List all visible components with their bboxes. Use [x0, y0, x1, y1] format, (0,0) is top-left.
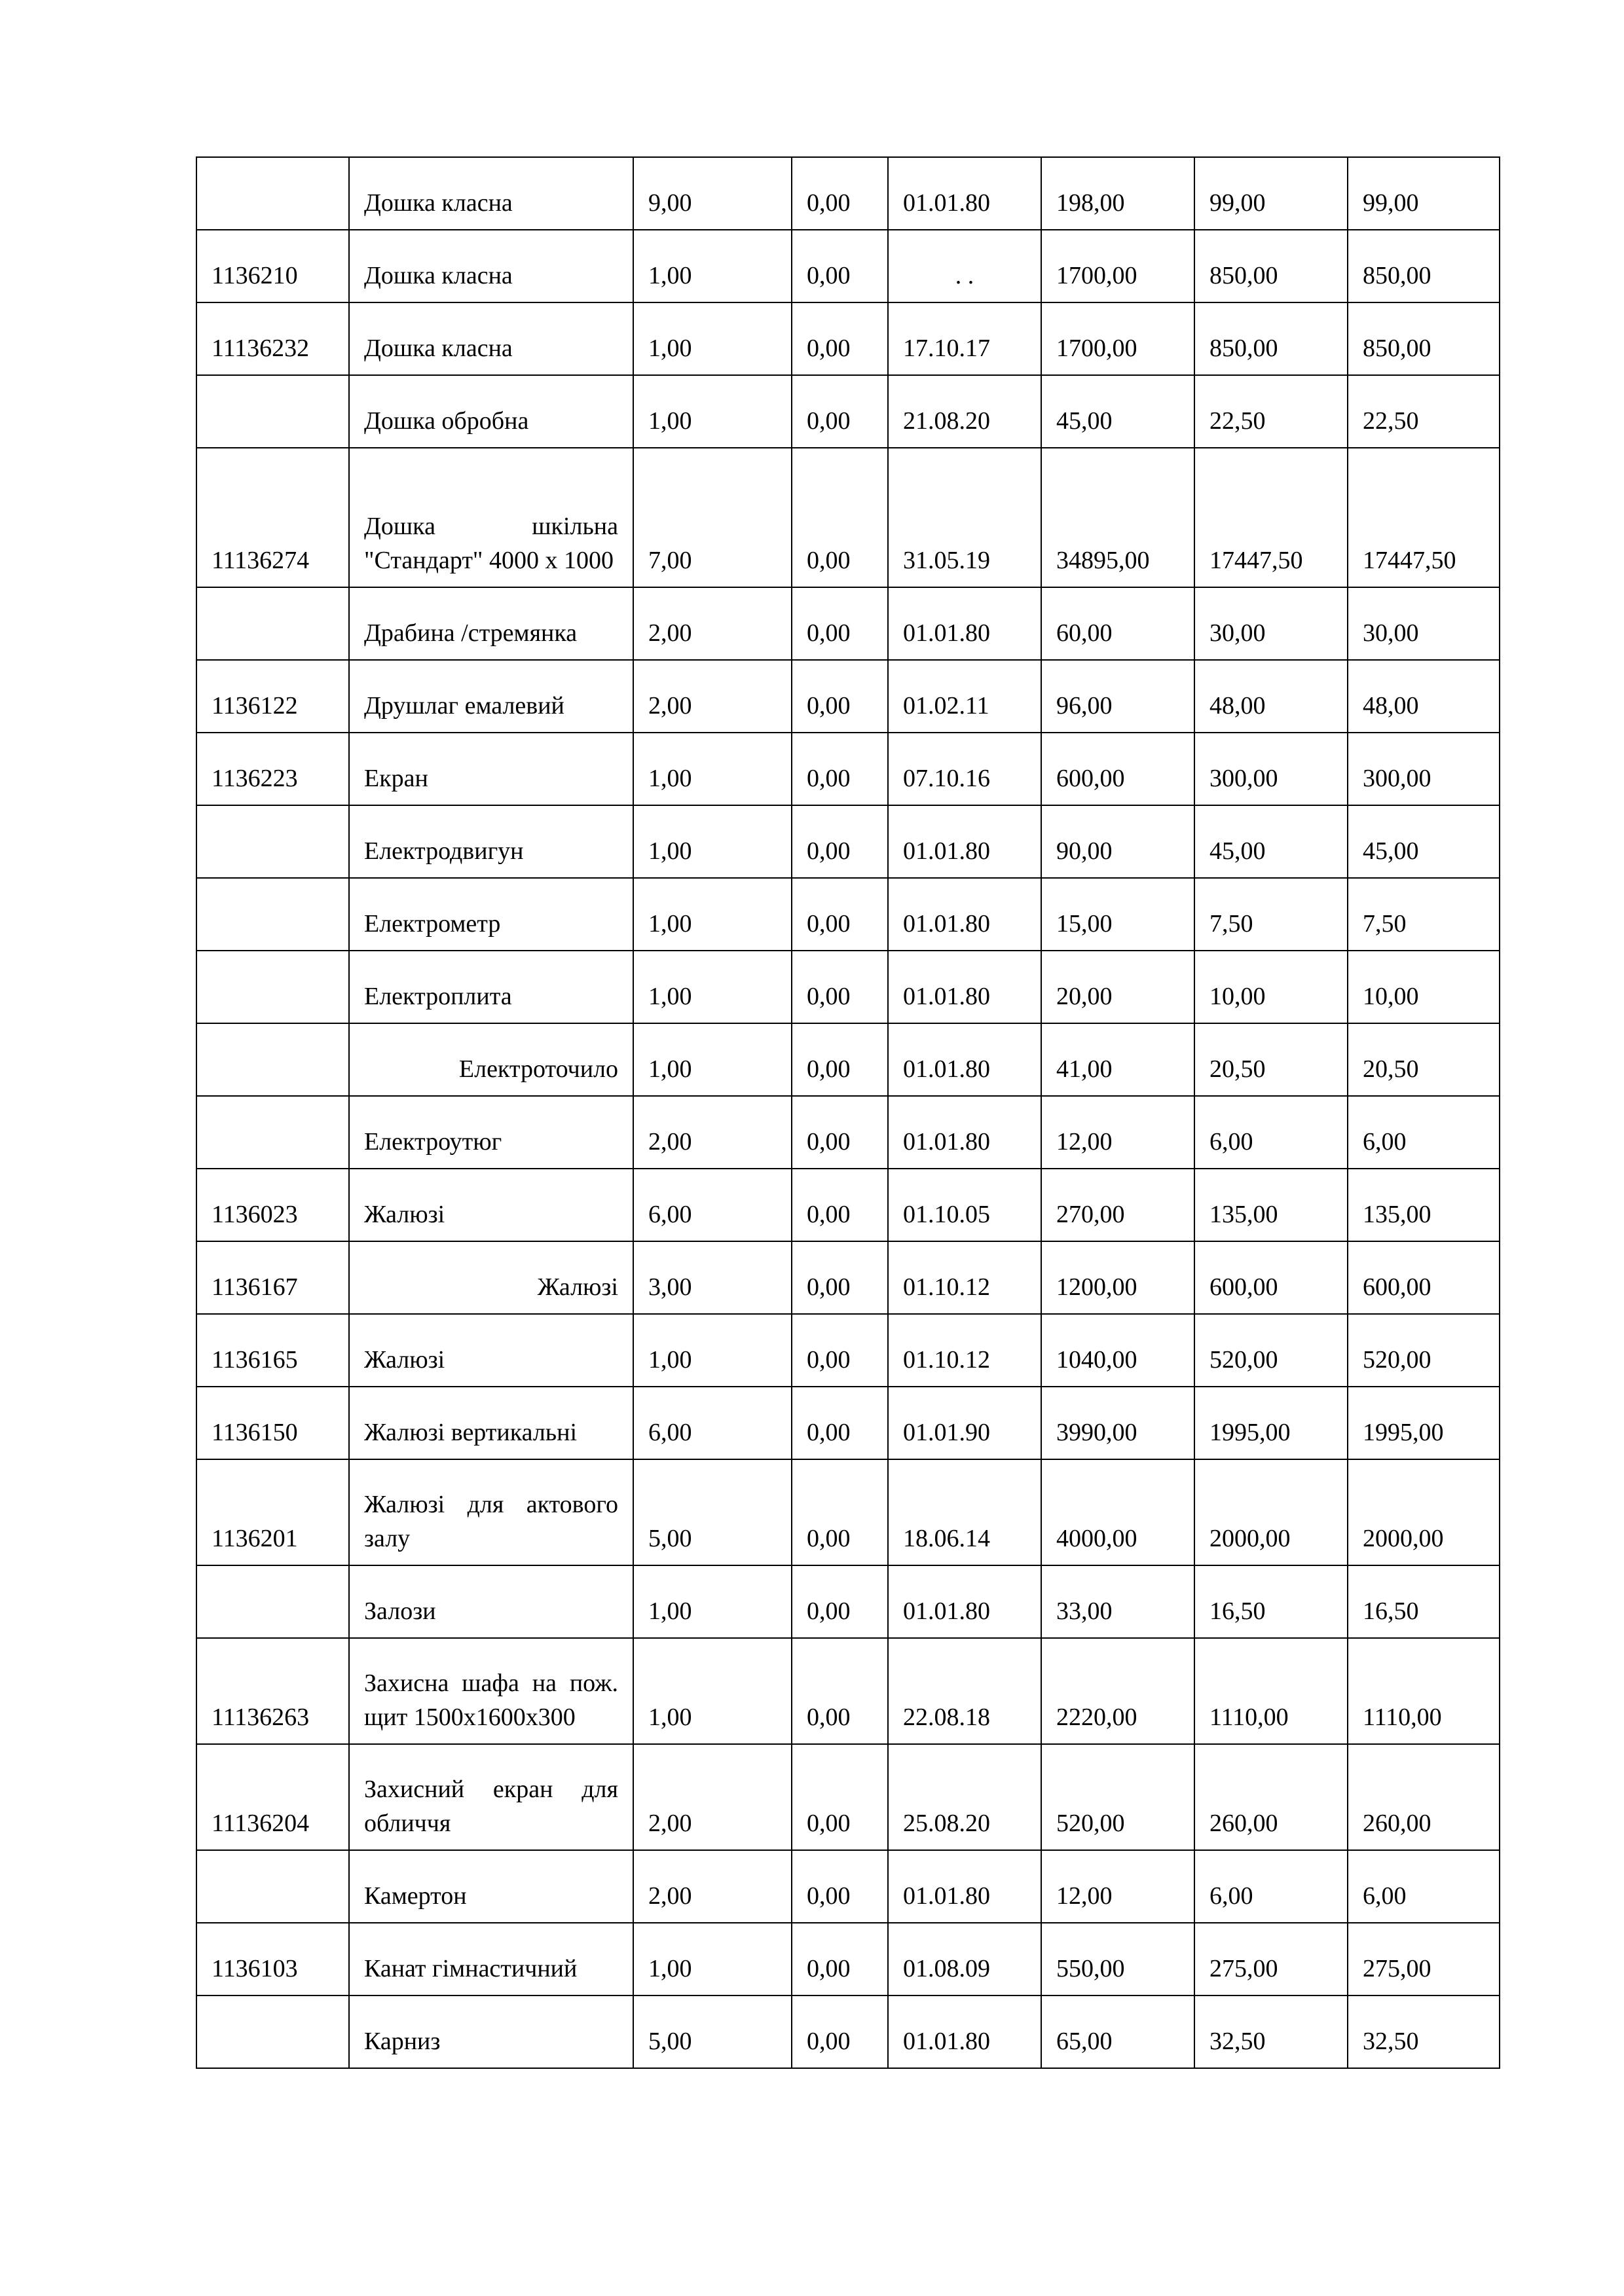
value-zero-cell: 0,00: [792, 1096, 888, 1169]
inventory-table: [196, 156, 1500, 2069]
inventory-code-cell: [196, 805, 349, 878]
value-zero-cell: 0,00: [792, 1638, 888, 1744]
acquisition-date-cell: 31.05.19: [888, 448, 1041, 587]
total-amount-cell: 34895,00: [1041, 448, 1194, 587]
inventory-code-cell: 1136122: [196, 660, 349, 733]
total-amount-cell: 550,00: [1041, 1923, 1194, 1995]
item-name-cell: Жалюзі: [349, 1314, 633, 1387]
acquisition-date-cell: 01.01.80: [888, 805, 1041, 878]
inventory-code-cell: 1136023: [196, 1169, 349, 1241]
value-zero-cell: 0,00: [792, 660, 888, 733]
value-zero-cell: 0,00: [792, 951, 888, 1023]
value-zero-cell: 0,00: [792, 302, 888, 375]
inventory-code-cell: [196, 1565, 349, 1638]
quantity-cell: 2,00: [633, 1850, 792, 1923]
acquisition-date-cell: 01.10.12: [888, 1241, 1041, 1314]
item-name-cell: Дошка обробна: [349, 375, 633, 448]
item-name-cell: Жалюзі: [349, 1241, 633, 1314]
wear-amount-cell: 16,50: [1194, 1565, 1348, 1638]
quantity-cell: 1,00: [633, 733, 792, 805]
wear-amount-cell: 135,00: [1194, 1169, 1348, 1241]
quantity-cell: 1,00: [633, 1923, 792, 1995]
wear-amount-cell: 20,50: [1194, 1023, 1348, 1096]
inventory-code-cell: [196, 1995, 349, 2068]
inventory-code-cell: [196, 587, 349, 660]
value-zero-cell: 0,00: [792, 230, 888, 302]
table-row: [196, 733, 1500, 805]
item-name-cell: Захисний екран для обличчя: [349, 1744, 633, 1850]
acquisition-date-cell: 01.01.80: [888, 1995, 1041, 2068]
residual-amount-cell: 520,00: [1348, 1314, 1500, 1387]
total-amount-cell: 1700,00: [1041, 230, 1194, 302]
item-name-cell: Друшлаг емалевий: [349, 660, 633, 733]
quantity-cell: 1,00: [633, 805, 792, 878]
value-zero-cell: 0,00: [792, 1459, 888, 1565]
acquisition-date-cell: 01.10.05: [888, 1169, 1041, 1241]
total-amount-cell: 41,00: [1041, 1023, 1194, 1096]
acquisition-date-cell: 01.01.80: [888, 1096, 1041, 1169]
inventory-code-cell: 1136167: [196, 1241, 349, 1314]
residual-amount-cell: 48,00: [1348, 660, 1500, 733]
total-amount-cell: 60,00: [1041, 587, 1194, 660]
total-amount-cell: 198,00: [1041, 157, 1194, 230]
item-name-cell: Дошка класна: [349, 302, 633, 375]
table-row: [196, 375, 1500, 448]
value-zero-cell: 0,00: [792, 157, 888, 230]
total-amount-cell: 12,00: [1041, 1096, 1194, 1169]
inventory-code-cell: 11136263: [196, 1638, 349, 1744]
quantity-cell: 1,00: [633, 1314, 792, 1387]
table-row: [196, 878, 1500, 951]
table-row: [196, 230, 1500, 302]
wear-amount-cell: 520,00: [1194, 1314, 1348, 1387]
residual-amount-cell: 260,00: [1348, 1744, 1500, 1850]
total-amount-cell: 1700,00: [1041, 302, 1194, 375]
residual-amount-cell: 6,00: [1348, 1096, 1500, 1169]
total-amount-cell: 15,00: [1041, 878, 1194, 951]
table-row: [196, 448, 1500, 587]
quantity-cell: 5,00: [633, 1459, 792, 1565]
value-zero-cell: 0,00: [792, 1850, 888, 1923]
residual-amount-cell: 99,00: [1348, 157, 1500, 230]
table-row: [196, 951, 1500, 1023]
residual-amount-cell: 30,00: [1348, 587, 1500, 660]
inventory-code-cell: [196, 375, 349, 448]
wear-amount-cell: 850,00: [1194, 230, 1348, 302]
item-name-cell: Електроточило: [349, 1023, 633, 1096]
item-name-cell: Жалюзі для актового залу: [349, 1459, 633, 1565]
table-row: [196, 1995, 1500, 2068]
item-name-cell: Драбина /стремянка: [349, 587, 633, 660]
total-amount-cell: 520,00: [1041, 1744, 1194, 1850]
acquisition-date-cell: 22.08.18: [888, 1638, 1041, 1744]
item-name-cell: Залози: [349, 1565, 633, 1638]
wear-amount-cell: 1995,00: [1194, 1387, 1348, 1459]
residual-amount-cell: 45,00: [1348, 805, 1500, 878]
wear-amount-cell: 850,00: [1194, 302, 1348, 375]
value-zero-cell: 0,00: [792, 1995, 888, 2068]
inventory-code-cell: 11136274: [196, 448, 349, 587]
table-row: [196, 1387, 1500, 1459]
residual-amount-cell: 1995,00: [1348, 1387, 1500, 1459]
residual-amount-cell: 16,50: [1348, 1565, 1500, 1638]
quantity-cell: 6,00: [633, 1387, 792, 1459]
total-amount-cell: 33,00: [1041, 1565, 1194, 1638]
acquisition-date-cell: 01.01.80: [888, 587, 1041, 660]
residual-amount-cell: 7,50: [1348, 878, 1500, 951]
value-zero-cell: 0,00: [792, 448, 888, 587]
acquisition-date-cell: 07.10.16: [888, 733, 1041, 805]
residual-amount-cell: 850,00: [1348, 302, 1500, 375]
inventory-code-cell: [196, 1023, 349, 1096]
residual-amount-cell: 2000,00: [1348, 1459, 1500, 1565]
quantity-cell: 1,00: [633, 951, 792, 1023]
quantity-cell: 1,00: [633, 302, 792, 375]
quantity-cell: 1,00: [633, 1565, 792, 1638]
residual-amount-cell: 10,00: [1348, 951, 1500, 1023]
residual-amount-cell: 275,00: [1348, 1923, 1500, 1995]
inventory-code-cell: 1136103: [196, 1923, 349, 1995]
total-amount-cell: 1200,00: [1041, 1241, 1194, 1314]
table-row: [196, 157, 1500, 230]
item-name-cell: Екран: [349, 733, 633, 805]
table-row: [196, 1744, 1500, 1850]
residual-amount-cell: 1110,00: [1348, 1638, 1500, 1744]
value-zero-cell: 0,00: [792, 805, 888, 878]
wear-amount-cell: 1110,00: [1194, 1638, 1348, 1744]
residual-amount-cell: 20,50: [1348, 1023, 1500, 1096]
wear-amount-cell: 7,50: [1194, 878, 1348, 951]
inventory-code-cell: [196, 878, 349, 951]
total-amount-cell: 65,00: [1041, 1995, 1194, 2068]
quantity-cell: 2,00: [633, 1096, 792, 1169]
acquisition-date-cell: 01.10.12: [888, 1314, 1041, 1387]
wear-amount-cell: 22,50: [1194, 375, 1348, 448]
quantity-cell: 1,00: [633, 1023, 792, 1096]
item-name-cell: Жалюзі: [349, 1169, 633, 1241]
value-zero-cell: 0,00: [792, 1565, 888, 1638]
total-amount-cell: 12,00: [1041, 1850, 1194, 1923]
wear-amount-cell: 45,00: [1194, 805, 1348, 878]
acquisition-date-cell: 01.01.80: [888, 951, 1041, 1023]
inventory-code-cell: 1136165: [196, 1314, 349, 1387]
acquisition-date-cell: 01.01.80: [888, 1850, 1041, 1923]
item-name-cell: Електрометр: [349, 878, 633, 951]
value-zero-cell: 0,00: [792, 1314, 888, 1387]
item-name-cell: Дошка класна: [349, 157, 633, 230]
wear-amount-cell: 17447,50: [1194, 448, 1348, 587]
value-zero-cell: 0,00: [792, 1744, 888, 1850]
total-amount-cell: 90,00: [1041, 805, 1194, 878]
wear-amount-cell: 2000,00: [1194, 1459, 1348, 1565]
acquisition-date-cell: 01.08.09: [888, 1923, 1041, 1995]
quantity-cell: 2,00: [633, 587, 792, 660]
value-zero-cell: 0,00: [792, 587, 888, 660]
table-row: [196, 1241, 1500, 1314]
table-row: [196, 1096, 1500, 1169]
value-zero-cell: 0,00: [792, 375, 888, 448]
residual-amount-cell: 32,50: [1348, 1995, 1500, 2068]
inventory-code-cell: [196, 1850, 349, 1923]
table-row: [196, 1850, 1500, 1923]
residual-amount-cell: 850,00: [1348, 230, 1500, 302]
value-zero-cell: 0,00: [792, 1241, 888, 1314]
inventory-code-cell: 11136232: [196, 302, 349, 375]
residual-amount-cell: 300,00: [1348, 733, 1500, 805]
table-row: [196, 1023, 1500, 1096]
residual-amount-cell: 22,50: [1348, 375, 1500, 448]
quantity-cell: 3,00: [633, 1241, 792, 1314]
item-name-cell: Камертон: [349, 1850, 633, 1923]
quantity-cell: 9,00: [633, 157, 792, 230]
quantity-cell: 2,00: [633, 660, 792, 733]
residual-amount-cell: 6,00: [1348, 1850, 1500, 1923]
acquisition-date-cell: 18.06.14: [888, 1459, 1041, 1565]
wear-amount-cell: 48,00: [1194, 660, 1348, 733]
wear-amount-cell: 260,00: [1194, 1744, 1348, 1850]
total-amount-cell: 4000,00: [1041, 1459, 1194, 1565]
acquisition-date-cell: 01.01.90: [888, 1387, 1041, 1459]
item-name-cell: Жалюзі вертикальні: [349, 1387, 633, 1459]
wear-amount-cell: 32,50: [1194, 1995, 1348, 2068]
wear-amount-cell: 6,00: [1194, 1096, 1348, 1169]
table-body: [196, 157, 1500, 2068]
table-row: [196, 1565, 1500, 1638]
table-row: [196, 660, 1500, 733]
acquisition-date-cell: 01.01.80: [888, 878, 1041, 951]
quantity-cell: 1,00: [633, 1638, 792, 1744]
table-row: [196, 302, 1500, 375]
total-amount-cell: 2220,00: [1041, 1638, 1194, 1744]
value-zero-cell: 0,00: [792, 1387, 888, 1459]
table-row: [196, 1459, 1500, 1565]
total-amount-cell: 96,00: [1041, 660, 1194, 733]
item-name-cell: Електроплита: [349, 951, 633, 1023]
wear-amount-cell: 300,00: [1194, 733, 1348, 805]
total-amount-cell: 20,00: [1041, 951, 1194, 1023]
item-name-cell: Електроутюг: [349, 1096, 633, 1169]
total-amount-cell: 3990,00: [1041, 1387, 1194, 1459]
value-zero-cell: 0,00: [792, 1023, 888, 1096]
table-row: [196, 1923, 1500, 1995]
inventory-code-cell: [196, 1096, 349, 1169]
acquisition-date-cell: 01.01.80: [888, 1023, 1041, 1096]
wear-amount-cell: 275,00: [1194, 1923, 1348, 1995]
acquisition-date-cell: 01.01.80: [888, 157, 1041, 230]
acquisition-date-cell: 17.10.17: [888, 302, 1041, 375]
quantity-cell: 6,00: [633, 1169, 792, 1241]
table-row: [196, 1638, 1500, 1744]
quantity-cell: 7,00: [633, 448, 792, 587]
table-row: [196, 805, 1500, 878]
total-amount-cell: 270,00: [1041, 1169, 1194, 1241]
inventory-code-cell: 1136150: [196, 1387, 349, 1459]
inventory-code-cell: 1136201: [196, 1459, 349, 1565]
table-row: [196, 1169, 1500, 1241]
inventory-code-cell: [196, 951, 349, 1023]
quantity-cell: 2,00: [633, 1744, 792, 1850]
wear-amount-cell: 6,00: [1194, 1850, 1348, 1923]
item-name-cell: Дошка шкільна "Стандарт" 4000 х 1000: [349, 448, 633, 587]
item-name-cell: Дошка класна: [349, 230, 633, 302]
acquisition-date-cell: 01.02.11: [888, 660, 1041, 733]
acquisition-date-cell: 25.08.20: [888, 1744, 1041, 1850]
total-amount-cell: 600,00: [1041, 733, 1194, 805]
inventory-code-cell: 1136223: [196, 733, 349, 805]
value-zero-cell: 0,00: [792, 1169, 888, 1241]
inventory-code-cell: [196, 157, 349, 230]
item-name-cell: Захисна шафа на пож. щит 1500х1600х300: [349, 1638, 633, 1744]
value-zero-cell: 0,00: [792, 1923, 888, 1995]
total-amount-cell: 45,00: [1041, 375, 1194, 448]
table-row: [196, 587, 1500, 660]
wear-amount-cell: 10,00: [1194, 951, 1348, 1023]
acquisition-date-cell: . .: [888, 230, 1041, 302]
value-zero-cell: 0,00: [792, 733, 888, 805]
wear-amount-cell: 600,00: [1194, 1241, 1348, 1314]
inventory-code-cell: 11136204: [196, 1744, 349, 1850]
residual-amount-cell: 135,00: [1348, 1169, 1500, 1241]
quantity-cell: 1,00: [633, 230, 792, 302]
acquisition-date-cell: 01.01.80: [888, 1565, 1041, 1638]
table-row: [196, 1314, 1500, 1387]
quantity-cell: 1,00: [633, 375, 792, 448]
total-amount-cell: 1040,00: [1041, 1314, 1194, 1387]
value-zero-cell: 0,00: [792, 878, 888, 951]
residual-amount-cell: 600,00: [1348, 1241, 1500, 1314]
inventory-code-cell: 1136210: [196, 230, 349, 302]
residual-amount-cell: 17447,50: [1348, 448, 1500, 587]
quantity-cell: 5,00: [633, 1995, 792, 2068]
wear-amount-cell: 99,00: [1194, 157, 1348, 230]
item-name-cell: Електродвигун: [349, 805, 633, 878]
item-name-cell: Канат гімнастичний: [349, 1923, 633, 1995]
acquisition-date-cell: 21.08.20: [888, 375, 1041, 448]
wear-amount-cell: 30,00: [1194, 587, 1348, 660]
quantity-cell: 1,00: [633, 878, 792, 951]
item-name-cell: Карниз: [349, 1995, 633, 2068]
